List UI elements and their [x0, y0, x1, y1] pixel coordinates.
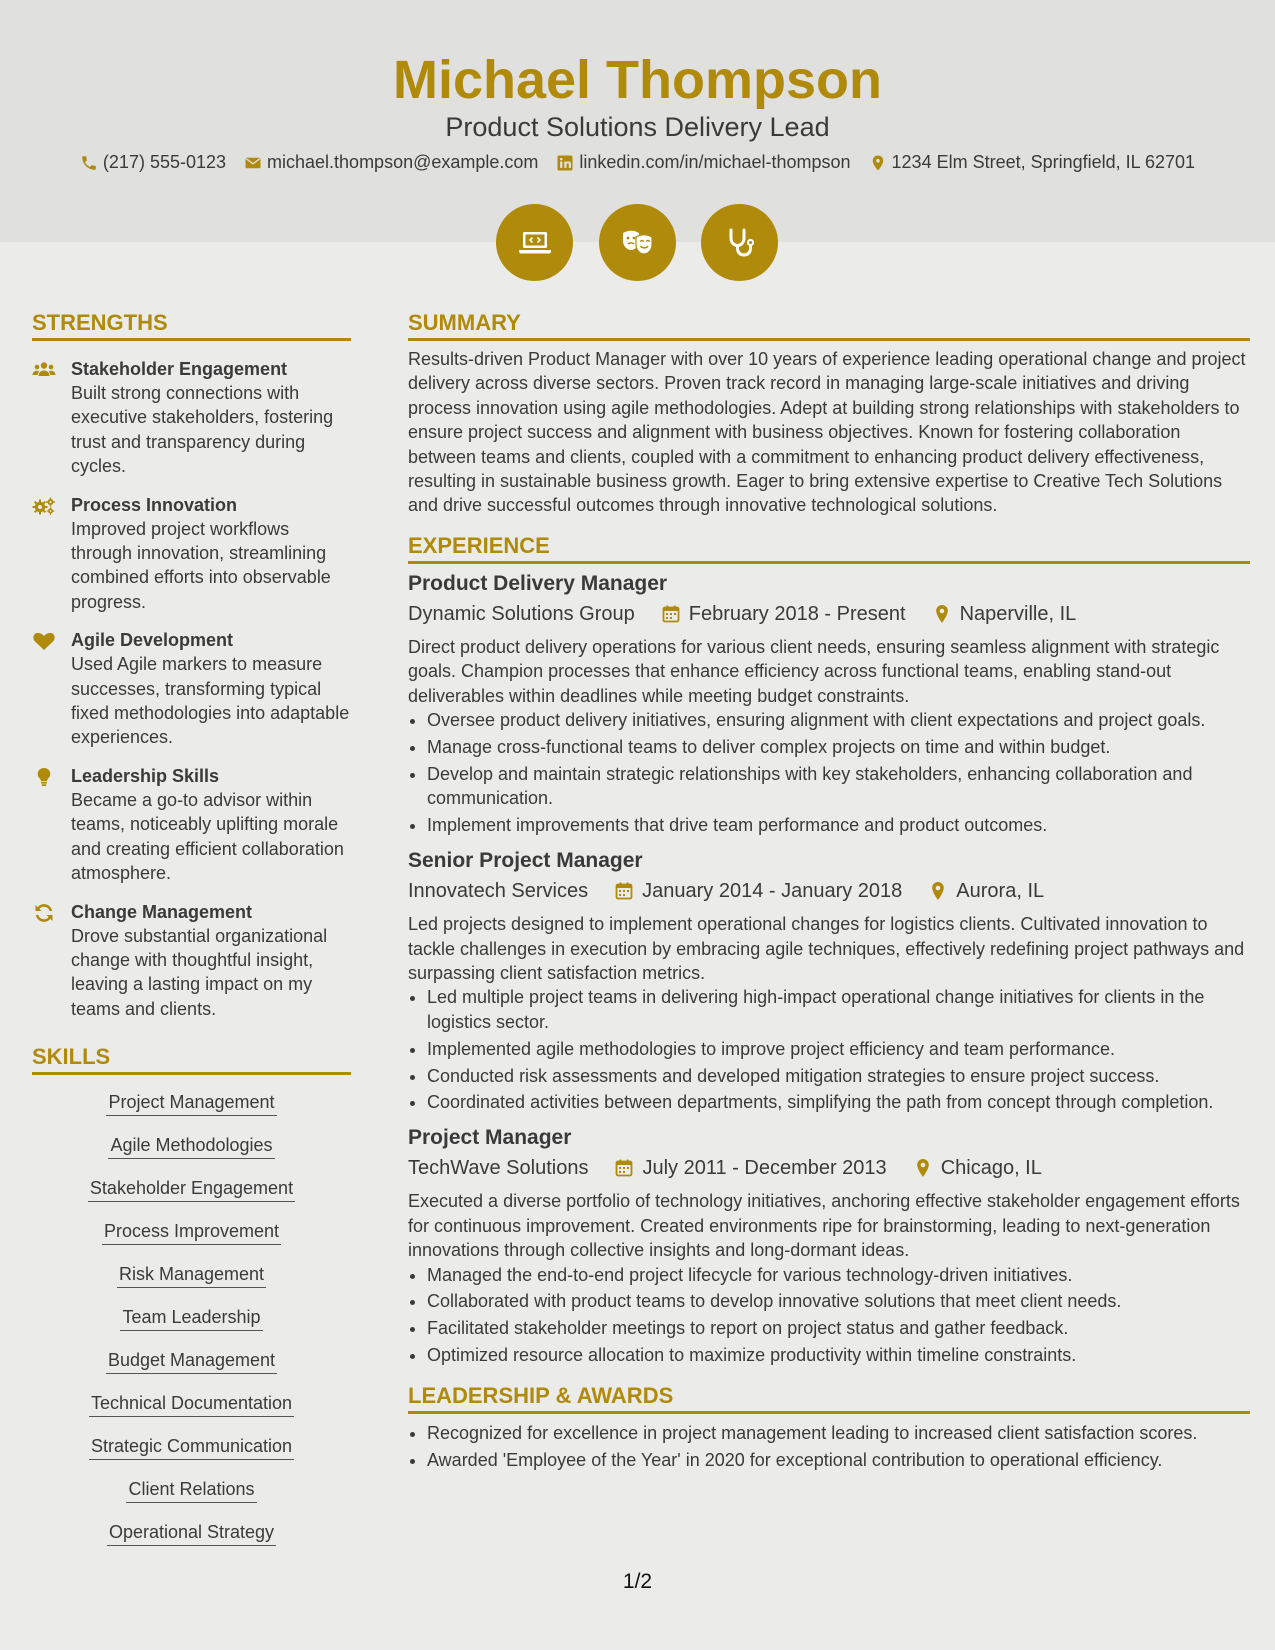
skill-tag: Technical Documentation [89, 1392, 294, 1417]
skills-heading: SKILLS [32, 1043, 351, 1075]
skill-tag: Strategic Communication [89, 1435, 294, 1460]
badge-laptop [496, 204, 573, 281]
job-company: TechWave Solutions [408, 1157, 589, 1180]
calendar-icon [614, 1158, 634, 1178]
experience-heading: EXPERIENCE [408, 532, 1250, 564]
skills-list [32, 1091, 351, 1546]
job-description: Executed a diverse portfolio of technology initiatives, anchoring effective stakeholder engagement efforts for continuous improvement. Created environments ripe for brainstorming, leading to next-generation innovations through collective insights and long-dormant ideas. [408, 1191, 1240, 1261]
job-bullet: • Implement improvements that drive team performance and product outcomes. [427, 813, 1250, 837]
job-dates: February 2018 - Present [688, 602, 906, 625]
job-meta [408, 878, 1250, 904]
skill-tag: Operational Strategy [107, 1521, 276, 1546]
job-bullet: • Collaborated with product teams to develop innovative solutions that meet client needs. [427, 1289, 1250, 1313]
strength-name: Leadership Skills [71, 765, 220, 786]
job-entry [408, 571, 1250, 838]
map-marker-icon [932, 604, 952, 624]
calendar-icon [661, 604, 681, 624]
heart-icon [32, 631, 56, 651]
job-bullets [408, 985, 1250, 1115]
strength-desc: Drove substantial organizational change with thoughtful insight, leaving a lasting impact on my teams and clients. [71, 925, 328, 1019]
map-marker-icon [869, 154, 887, 172]
job-bullets [408, 708, 1250, 838]
job-location: Chicago, IL [940, 1157, 1042, 1180]
cogs-icon [32, 496, 56, 516]
laptop-code-icon [515, 223, 555, 263]
strength-name: Process Innovation [71, 494, 238, 515]
job-bullet: • Conducted risk assessments and developed mitigation strategies to ensure project success. [427, 1064, 1250, 1088]
job-bullet: • Oversee product delivery initiatives, ensuring alignment with client expectations and project goals. [427, 708, 1250, 732]
job-description: Led projects designed to implement operational changes for logistics clients. Cultivated innovation to tackle challenges in execution by embracing agile techniques, effectively redefining project pathways and surpassing client satisfaction metrics. [408, 914, 1245, 983]
linkedin-icon [556, 154, 574, 172]
contact-linkedin-text: linkedin.com/in/michael-thompson [579, 152, 851, 172]
job-dates: July 2011 - December 2013 [642, 1157, 887, 1180]
job-bullet: • Implemented agile methodologies to improve project efficiency and team performance. [427, 1037, 1250, 1061]
skill-tag: Team Leadership [120, 1306, 262, 1331]
right-column [408, 309, 1250, 1475]
job-entry [408, 1125, 1250, 1367]
stethoscope-icon [720, 223, 760, 263]
strength-desc: Used Agile markers to measure successes, transforming typical fixed methodologies into adaptable experiences. [71, 654, 350, 748]
map-marker-icon [913, 1158, 933, 1178]
job-title: Senior Project Manager [408, 849, 643, 873]
lightbulb-icon [32, 767, 56, 787]
sync-icon [32, 903, 56, 923]
skill-tag: Stakeholder Engagement [88, 1177, 295, 1202]
job-bullet: • Optimized resource allocation to maximize productivity within timeline constraints. [427, 1343, 1250, 1367]
candidate-title: Product Solutions Delivery Lead [445, 112, 830, 142]
calendar-icon [614, 881, 634, 901]
envelope-icon [244, 154, 262, 172]
job-bullets [408, 1263, 1250, 1368]
job-bullet: • Managed the end-to-end project lifecycle for various technology-driven initiatives. [427, 1263, 1250, 1287]
summary-text: Results-driven Product Manager with over 10 years of experience leading operational change and project delivery across diverse sectors. Proven track record in managing large-scale initiatives and driving process innovation using agile methodologies. Adept at building strong relationships with stakeholders to ensure project success and alignment with business objectives. Known for fostering collaboration between teams and clients, coupled with a commitment to enhancing product delivery effectiveness, resulting in sustainable business growth. Eager to bring extensive expertise to Creative Tech Solutions and drive successful outcomes through innovative technological solutions. [408, 349, 1246, 516]
strength-desc: Improved project workflows through innovation, streamlining combined efforts into observable progress. [71, 518, 331, 612]
strength-item [32, 357, 351, 479]
job-bullet: • Led multiple project teams in delivering high-impact operational change initiatives for clients in the logistics sector. [427, 985, 1250, 1034]
awards-heading: LEADERSHIP & AWARDS [408, 1382, 1250, 1414]
contact-phone[interactable] [80, 152, 226, 173]
strengths-heading: STRENGTHS [32, 309, 351, 341]
candidate-name: Michael Thompson [392, 50, 883, 110]
badge-circles [0, 204, 1275, 282]
strength-item [32, 493, 351, 615]
left-column [32, 309, 351, 1546]
awards-list [408, 1421, 1250, 1472]
job-title: Product Delivery Manager [408, 571, 668, 595]
strength-item [32, 900, 351, 1022]
strength-desc: Built strong connections with executive stakeholders, fostering trust and transparency during cycles. [71, 383, 334, 477]
job-location: Aurora, IL [956, 880, 1045, 903]
summary-heading: SUMMARY [408, 309, 1250, 341]
job-dates: January 2014 - January 2018 [642, 880, 903, 903]
award-item: • Awarded 'Employee of the Year' in 2020 for exceptional contribution to operational efficiency. [427, 1448, 1250, 1472]
phone-icon [80, 154, 98, 172]
strength-item [32, 764, 351, 886]
badge-masks [599, 204, 676, 281]
job-company: Dynamic Solutions Group [408, 602, 635, 625]
skill-tag: Process Improvement [102, 1220, 281, 1245]
skill-tag: Agile Methodologies [108, 1134, 274, 1159]
strength-desc: Became a go-to advisor within teams, noticeably uplifting morale and creating efficient collaboration atmosphere. [71, 789, 344, 884]
strength-item [32, 628, 351, 750]
contact-email-text: michael.thompson@example.com [267, 152, 539, 172]
award-item: • Recognized for excellence in project management leading to increased client satisfaction scores. [427, 1421, 1250, 1445]
skill-tag: Client Relations [126, 1478, 256, 1503]
contact-address [869, 152, 1196, 173]
strength-name: Agile Development [71, 630, 234, 651]
skill-tag: Budget Management [106, 1349, 277, 1374]
strength-name: Stakeholder Engagement [71, 359, 288, 379]
job-company: Innovatech Services [408, 880, 589, 903]
job-description: Direct product delivery operations for various client needs, ensuring seamless alignment with strategic goals. Champion processes that enhance efficiency across functional teams, enabling stand-out deliverables within deadlines while meeting budget constraints. [408, 636, 1220, 706]
contact-bar [0, 152, 1275, 173]
job-meta [408, 1155, 1250, 1181]
job-bullet: • Develop and maintain strategic relationships with key stakeholders, enhancing collaboration and communication. [427, 762, 1250, 811]
contact-phone-text: (217) 555-0123 [102, 152, 227, 172]
contact-email[interactable] [244, 152, 538, 173]
job-entry [408, 848, 1250, 1115]
job-bullet: • Facilitated stakeholder meetings to report on project status and gather feedback. [427, 1316, 1250, 1340]
theater-masks-icon [618, 223, 658, 263]
strength-name: Change Management [71, 901, 253, 922]
job-meta [408, 601, 1250, 627]
job-bullet: • Manage cross-functional teams to deliver complex projects on time and within budget. [427, 735, 1250, 759]
job-location: Naperville, IL [959, 602, 1077, 625]
job-bullet: • Coordinated activities between departments, simplifying the path from concept through completion. [427, 1090, 1250, 1114]
users-icon [32, 360, 56, 380]
job-title: Project Manager [408, 1126, 572, 1150]
page-number: 1/2 [622, 1570, 653, 1593]
contact-address-text: 1234 Elm Street, Springfield, IL 62701 [891, 152, 1196, 172]
map-marker-icon [928, 881, 948, 901]
skill-tag: Risk Management [117, 1263, 266, 1288]
skill-tag: Project Management [106, 1091, 276, 1116]
contact-linkedin[interactable] [556, 152, 850, 173]
badge-stethoscope [701, 204, 778, 281]
